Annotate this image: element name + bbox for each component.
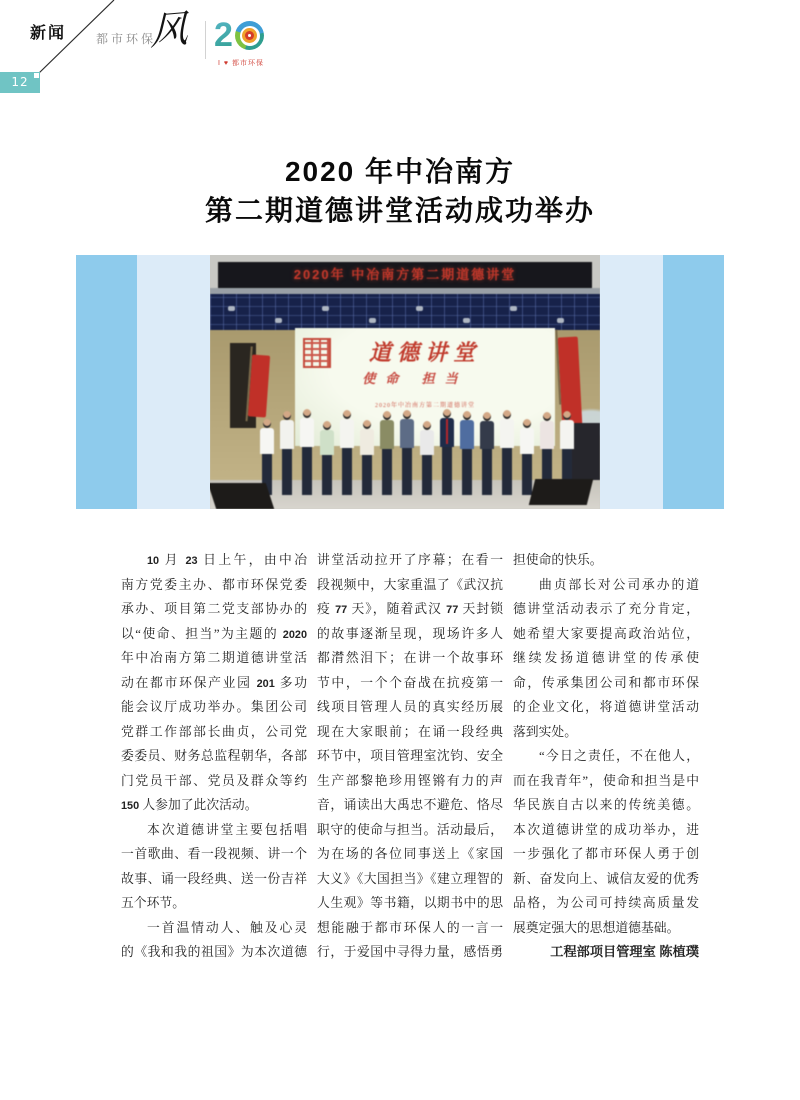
screen-seal-icon	[303, 338, 331, 368]
person-figure	[318, 421, 336, 495]
person-figure	[358, 420, 376, 495]
text-line: 华民族自古以来的传统美德。	[513, 798, 699, 812]
person-figure	[398, 410, 416, 495]
text-line: 人生观》等书籍，以期书中的思	[317, 896, 503, 910]
text-line: 都潸然泪下；在讲一个故事环	[317, 651, 503, 665]
headline-line-2: 第二期道德讲堂活动成功举办	[204, 195, 595, 226]
text-line: 故事、诵一段经典、送一份吉祥	[121, 871, 307, 886]
text-line: 委委员、财务总监程朝华，各部	[121, 749, 307, 763]
photo-stage-banner: 2020年 中冶南方第二期道德讲堂	[218, 262, 592, 288]
anniversary-digit-2: 2	[214, 16, 233, 54]
page-number: 12	[11, 75, 29, 89]
text-line: 生产部黎艳珍用铿锵有力的声	[317, 773, 503, 788]
screen-title-text: 道德讲堂	[368, 340, 481, 366]
stage-light-icon	[557, 318, 564, 323]
brand-divider	[205, 21, 206, 59]
text-line: 现在大家眼前；在诵一段经典	[317, 724, 503, 739]
text-line: 承办、项目第二党支部协办的	[121, 602, 307, 616]
text-line: 南方党委主办、都市环保党委	[121, 577, 307, 592]
anniversary-slogan: I ♥ 都市环保	[218, 60, 264, 67]
stage-light-icon	[463, 318, 470, 323]
person-figure	[498, 410, 516, 495]
text-line: 音，诵读出大禹忠不避危、恪尽	[317, 798, 503, 812]
text-line: 能会议厅成功举办。集团公司	[121, 700, 307, 714]
brand-calligraphy-glyph: 风	[150, 8, 188, 54]
text-line: 德讲堂活动表示了充分肯定，	[513, 602, 699, 616]
text-line: 党群工作部部长曲贞，公司党	[121, 724, 307, 739]
left-speaker	[210, 483, 274, 509]
anniversary-ring-icon	[235, 21, 264, 50]
text-line: 150 人参加了此次活动。	[121, 798, 258, 812]
text-line: 一首温情动人、触及心灵	[147, 920, 307, 935]
screen-subtitle-text: 使命 担当	[362, 371, 468, 386]
screen-small-text: 2020年中冶南方第二期道德讲堂	[374, 403, 475, 409]
event-photo	[210, 255, 600, 509]
stage-light-icon	[275, 318, 282, 323]
text-line: 行，于爱国中寻得力量，感悟勇	[317, 945, 503, 959]
text-line: 新、奋发向上、诚信友爱的优秀	[513, 871, 699, 886]
person-figure	[378, 411, 396, 495]
text-line: 本次道德讲堂主要包括唱	[147, 822, 307, 837]
person-figure	[458, 411, 476, 495]
article-column-2	[317, 548, 503, 965]
text-line: 一首歌曲、看一段视频、讲一个	[121, 847, 307, 861]
text-line: 的企业文化，将道德讲堂活动	[513, 700, 699, 714]
text-line: 继续发扬道德讲堂的传承使	[513, 651, 699, 665]
text-line: “今日之责任，不在他人，	[539, 749, 699, 763]
right-speaker	[529, 479, 593, 505]
text-line: 疫 77 天》，随着武汉 77 天封锁	[317, 602, 504, 616]
stage-light-icon	[510, 306, 517, 311]
text-line: 的故事逐渐呈现，现场许多人	[317, 626, 503, 641]
photo-scene	[210, 255, 600, 509]
article-signature: 工程部项目管理室 陈植璞	[550, 944, 699, 959]
section-label: 新闻	[30, 25, 67, 42]
text-line: 讲堂活动拉开了序幕；在看一	[317, 553, 503, 567]
stage-light-icon	[369, 318, 376, 323]
stage-light-icon	[322, 306, 329, 311]
text-line: 动在都市环保产业园 201 多功	[121, 675, 308, 690]
text-line: 10 月 23 日上午，由中冶	[147, 553, 307, 567]
headline-line-1: 2020 年中冶南方	[284, 156, 516, 187]
person-figure	[298, 409, 316, 495]
left-outer-blue-bar	[76, 255, 137, 509]
text-line: 的《我和我的祖国》为本次道德	[121, 945, 307, 959]
text-line: 她希望大家要提高政治站位，	[513, 626, 699, 641]
text-line: 命，传承集团公司和都市环保	[513, 675, 699, 690]
right-outer-blue-bar	[663, 255, 724, 509]
stage-light-icon	[416, 306, 423, 311]
text-line: 年中冶南方第二期道德讲堂活	[121, 651, 307, 665]
page-number-tab	[0, 72, 40, 93]
tab-corner-square	[34, 73, 39, 78]
stage-light-icon	[228, 306, 235, 311]
text-line: 品格，为公司可持续高质量发	[513, 896, 699, 910]
brand-name: 都市环保	[96, 32, 157, 46]
text-line: 环节中，项目管理室沈钧、安全	[317, 749, 503, 763]
text-line: 而在我青年”，使命和担当是中	[513, 773, 699, 788]
text-line: 落到实处。	[513, 724, 577, 739]
article-column-3	[513, 548, 699, 965]
text-line: 大义》《大国担当》《建立理智的	[317, 871, 503, 886]
person-figure	[438, 409, 456, 495]
article-headline	[0, 152, 800, 230]
text-line: 以“使命、担当”为主题的 2020	[121, 626, 307, 641]
person-figure	[338, 410, 356, 495]
left-inner-blue-bar	[137, 255, 210, 509]
text-line: 一步强化了都市环保人勇于创	[513, 847, 699, 861]
text-line: 职守的使命与担当。活动最后，	[317, 822, 503, 837]
person-figure	[478, 412, 496, 495]
text-line: 本次道德讲堂的成功举办，进	[513, 822, 699, 837]
text-line: 展奠定强大的思想道德基础。	[513, 920, 680, 935]
text-line: 五个环节。	[121, 896, 185, 910]
text-line: 担使命的快乐。	[513, 553, 603, 567]
text-line: 段视频中，大家重温了《武汉抗	[317, 577, 503, 592]
article-column-1	[121, 548, 307, 965]
text-line: 节中，一个个奋战在抗疫第一	[317, 675, 503, 690]
text-line: 想能融于都市环保人的一言一	[317, 920, 503, 935]
text-line: 为在场的各位同事送上《家国	[317, 847, 503, 861]
anniversary-20-logo	[214, 16, 274, 56]
text-line: 曲贞部长对公司承办的道	[539, 577, 699, 592]
person-figure	[278, 411, 296, 495]
person-figure	[418, 421, 436, 495]
text-line: 线项目管理人员的真实经历展	[317, 700, 503, 714]
text-line: 门党员干部、党员及群众等约	[121, 773, 307, 788]
